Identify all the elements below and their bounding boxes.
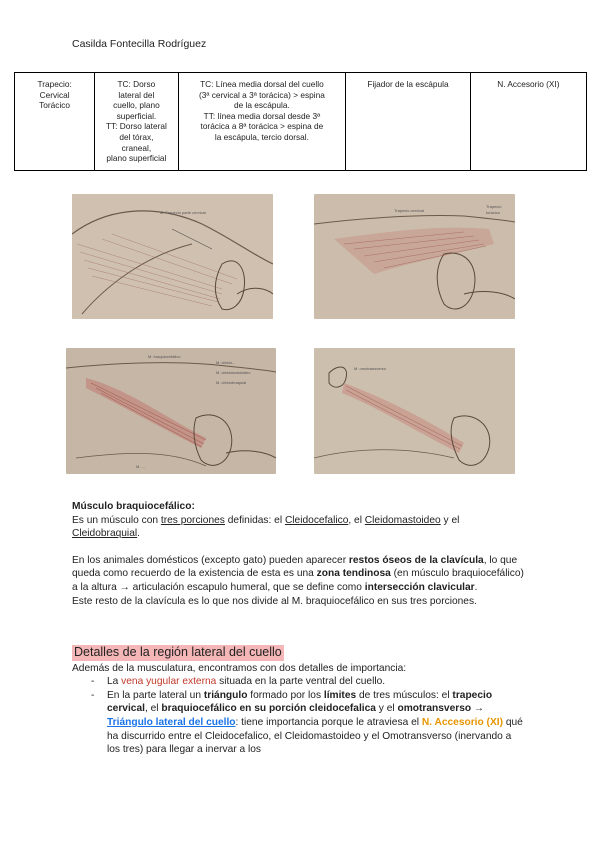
sketch-drawing	[72, 194, 273, 319]
text: N. Accesorio (XI)	[421, 716, 503, 728]
author-name: Casilda Fontecilla Rodríguez	[72, 38, 207, 50]
photo-trapecio-toracico	[314, 194, 515, 319]
photo-label: M. Trapecio parte cervical	[160, 210, 206, 215]
photo-label: M. cleidobraquial	[216, 380, 247, 385]
text: , el	[348, 514, 365, 526]
paragraph: Este resto de la clavícula es lo que nos divide al M. braquiocefálico en sus tres porciones.	[72, 595, 477, 607]
text: intersección clavicular	[364, 581, 475, 593]
text: La	[107, 676, 122, 688]
text: braquiocefálico en su porción cleidocefalica	[161, 703, 376, 715]
cell-innervation: N. Accesorio (XI)	[470, 73, 586, 171]
photo-label: M. cleido...	[216, 360, 236, 365]
sketch-drawing	[66, 348, 276, 474]
cell-line: (3ª cervical a 3ª torácica) > espina	[199, 89, 325, 100]
text: omotransverso	[397, 703, 472, 715]
text: triángulo	[203, 689, 248, 701]
cell-line: Torácico	[39, 100, 71, 111]
text: En la parte lateral un	[107, 689, 204, 701]
cell-muscle	[15, 73, 95, 171]
cell-line: TT: Dorso lateral	[105, 121, 167, 132]
photo-label: M. cleidomastoideo	[216, 370, 251, 375]
photo-braquiocefalico	[66, 348, 276, 474]
cell-line: plano superficial	[106, 153, 167, 164]
text: .	[474, 581, 478, 593]
cell-origin	[95, 73, 178, 171]
paragraph	[72, 554, 524, 595]
list-item	[72, 675, 524, 689]
triangle-link[interactable]: Triángulo lateral del cuello	[107, 716, 236, 728]
text: , lo que queda como recuerdo de la existencia de esta es una	[72, 554, 518, 580]
photo-label: Trapecio	[486, 204, 502, 209]
text: Es un músculo con	[72, 514, 161, 526]
text: tres porciones	[160, 514, 225, 526]
section-title: Músculo braquiocefálico:	[72, 501, 195, 512]
cell-line: TC: Línea media dorsal del cuello	[200, 79, 324, 89]
photo-label: M. braquiocefálico	[148, 354, 181, 359]
text: (en músculo braquiocefálico) a la altura → articulación escapulo humeral, que se define como	[72, 568, 524, 593]
section-region-lateral	[72, 645, 524, 757]
text: qué ha discurrido entre el Cleidocefalico, el Cleidomastoideo y el Omotransverso (inervando a los tres) para llegar a inervar a los	[107, 716, 523, 756]
cell-line: del tórax,	[119, 131, 154, 142]
text: vena yugular externa	[121, 676, 217, 688]
bullet: -	[91, 689, 95, 701]
text: límites	[323, 689, 357, 701]
text: , el	[144, 703, 162, 715]
photo-label: Trapecio cervical	[394, 208, 425, 213]
text: En los animales domésticos (excepto gato) pueden aparecer	[72, 554, 349, 566]
text: Cleidobraquial	[72, 528, 138, 540]
section-heading: Detalles de la región lateral del cuello	[74, 645, 282, 659]
cell-line: craneal,	[121, 142, 152, 153]
detail-list	[72, 675, 524, 757]
text: de tres músculos: el	[356, 689, 453, 701]
text: y el	[440, 514, 460, 526]
cell-line: Cervical	[39, 89, 70, 100]
section-braquiocefalico	[72, 500, 524, 608]
text: zona tendinosa	[316, 568, 391, 580]
paragraph	[72, 514, 524, 541]
cell-line: de la escápula.	[233, 100, 290, 111]
cell-line: TC: Dorso	[117, 79, 156, 89]
text: .	[137, 528, 140, 540]
list-item	[72, 689, 524, 757]
paragraph: Además de la musculatura, encontramos con dos detalles de importancia:	[72, 662, 407, 674]
text: Cleidocefalico	[284, 514, 349, 526]
table-row	[15, 73, 587, 171]
text: : tiene importancia porque le atraviesa el	[235, 716, 422, 728]
cell-insertion	[178, 73, 346, 171]
text: trapecio cervical	[107, 689, 493, 715]
cell-function: Fijador de la escápula	[346, 73, 470, 171]
cell-line: lateral del	[118, 89, 155, 100]
photo-omotransverso	[314, 348, 515, 474]
text: formado por los	[247, 689, 324, 701]
text: Cleidomastoideo	[364, 514, 441, 526]
photo-label: M. omotransverso	[354, 366, 387, 371]
muscle-table	[14, 72, 587, 171]
cell-line: torácica a 8ª torácica > espina de	[200, 121, 324, 132]
text: y el	[375, 703, 398, 715]
bullet: -	[91, 676, 95, 688]
photo-label: M. ...	[136, 464, 145, 469]
text: situada en la parte ventral del cuello.	[216, 676, 386, 688]
photo-label: torácico	[486, 210, 501, 215]
cell-line: la escápula, tercio dorsal.	[214, 131, 309, 142]
cell-line: cuello, plano	[113, 100, 160, 111]
sketch-drawing	[314, 194, 515, 319]
cell-line: TT: línea media dorsal desde 3ª	[203, 110, 321, 121]
sketch-drawing	[314, 348, 515, 474]
cell-line: Trapecio:	[37, 79, 72, 89]
photo-trapecio-cervical	[72, 194, 273, 319]
text: definidas: el	[224, 514, 285, 526]
cell-line: superficial.	[116, 110, 157, 121]
text: restos óseos de la clavícula	[348, 554, 484, 566]
text: →	[471, 703, 485, 715]
